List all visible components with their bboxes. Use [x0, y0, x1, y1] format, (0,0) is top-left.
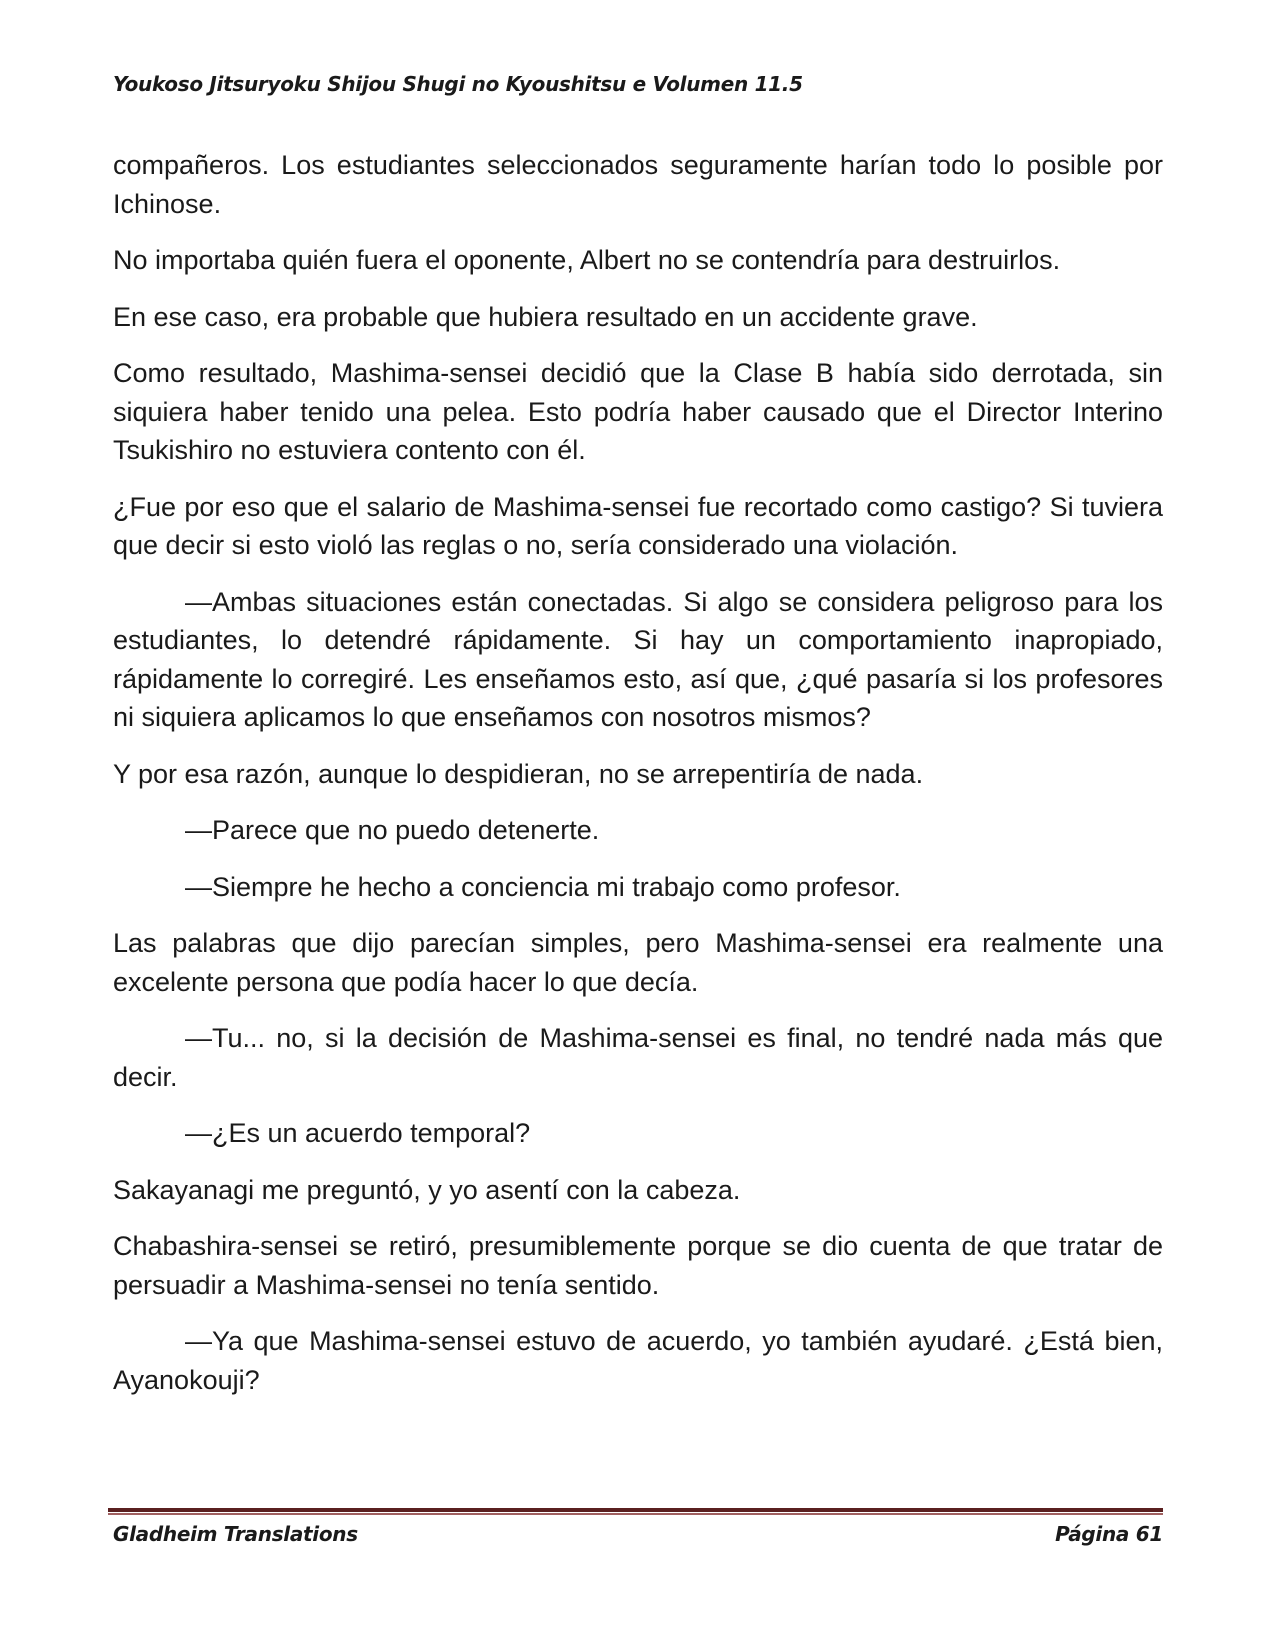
paragraph: Las palabras que dijo parecían simples, pero Mashima-sensei era realmente una excelente persona que podía hacer lo que decía. [113, 928, 1163, 997]
paragraph: No importaba quién fuera el oponente, Albert no se contendría para destruirlos. [113, 245, 1061, 275]
paragraph: Chabashira-sensei se retiró, presumiblemente porque se dio cuenta de que tratar de persuadir a Mashima-sensei no tenía sentido. [113, 1231, 1163, 1300]
dialogue-paragraph: —Ya que Mashima-sensei estuvo de acuerdo, yo también ayudaré. ¿Está bien, Ayanokouji? [113, 1326, 1163, 1395]
page-footer [113, 1522, 1163, 1546]
body-text [113, 146, 1163, 1417]
paragraph: En ese caso, era probable que hubiera resultado en un accidente grave. [113, 301, 978, 332]
footer-translator: Gladheim Translations [113, 1522, 358, 1546]
page-header-title: Youkoso Jitsuryoku Shijou Shugi no Kyoushitsu e Volumen 11.5 [113, 72, 803, 96]
paragraph: Sakayanagi me preguntó, y yo asentí con la cabeza. [113, 1174, 741, 1205]
paragraph: Y por esa razón, aunque lo despidieran, no se arrepentiría de nada. [113, 758, 924, 789]
footer-page-number: Página 61 [1055, 1522, 1163, 1546]
dialogue-paragraph: —Tu... no, si la decisión de Mashima-sensei es final, no tendré nada más que decir. [113, 1023, 1163, 1092]
dialogue-paragraph: —¿Es un acuerdo temporal? [185, 1118, 531, 1148]
dialogue-paragraph: —Siempre he hecho a conciencia mi trabajo como profesor. [185, 871, 901, 902]
paragraph: compañeros. Los estudiantes seleccionados seguramente harían todo lo posible por Ichinose. [113, 150, 1163, 219]
footer-divider [108, 1508, 1163, 1515]
dialogue-paragraph: —Ambas situaciones están conectadas. Si algo se considera peligroso para los estudiantes, lo detendré rápidamente. Si hay un comportamiento inapropiado, rápidamente lo corregiré. Les enseñamos esto, así que, ¿qué pasaría si los profesores ni siquiera aplicamos lo que enseñamos con nosotros mismos? [113, 586, 1163, 732]
paragraph: ¿Fue por eso que el salario de Mashima-sensei fue recortado como castigo? Si tuviera que decir si esto violó las reglas o no, sería considerado una violación. [113, 491, 1163, 560]
paragraph: Como resultado, Mashima-sensei decidió que la Clase B había sido derrotada, sin siquiera haber tenido una pelea. Esto podría haber causado que el Director Interino Tsukishiro no estuviera contento con él. [113, 358, 1163, 465]
dialogue-paragraph: —Parece que no puedo detenerte. [185, 815, 600, 845]
